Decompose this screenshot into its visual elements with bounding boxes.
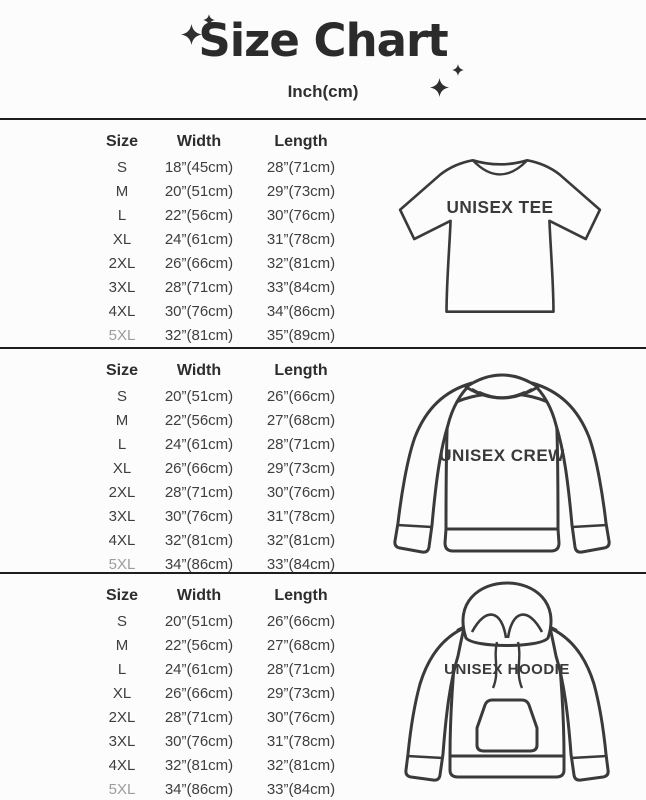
hoodie-illustration	[394, 578, 620, 794]
length-cell: 29”(73cm)	[266, 684, 336, 702]
size-cell: 5XL	[108, 555, 136, 573]
size-cell: 2XL	[108, 708, 136, 726]
size-cell: XL	[112, 459, 132, 477]
garment-label: UNISEX TEE	[446, 196, 554, 217]
width-cell: 20”(51cm)	[164, 387, 234, 405]
length-cell: 33”(84cm)	[266, 780, 336, 798]
width-cell: 28”(71cm)	[164, 278, 234, 296]
length-cell: 32”(81cm)	[266, 756, 336, 774]
width-cell: 26”(66cm)	[164, 459, 234, 477]
length-cell: 26”(66cm)	[266, 387, 336, 405]
table-row	[96, 504, 352, 528]
table-header-row	[96, 357, 352, 384]
width-cell: 32”(81cm)	[164, 531, 234, 549]
table-row	[96, 657, 352, 681]
table-row	[96, 609, 352, 633]
width-cell: 22”(56cm)	[164, 411, 234, 429]
width-cell: 24”(61cm)	[164, 660, 234, 678]
table-row	[96, 729, 352, 753]
size-cell: S	[116, 387, 127, 405]
table-row	[96, 155, 352, 179]
length-cell: 32”(81cm)	[266, 254, 336, 272]
col-header-size: Size	[105, 132, 138, 150]
col-header-size: Size	[105, 361, 138, 379]
length-cell: 28”(71cm)	[266, 158, 336, 176]
col-header-width: Width	[176, 132, 222, 150]
length-cell: 32”(81cm)	[266, 531, 336, 549]
width-cell: 20”(51cm)	[164, 182, 234, 200]
length-cell: 31”(78cm)	[266, 230, 336, 248]
length-cell: 27”(68cm)	[266, 411, 336, 429]
length-cell: 28”(71cm)	[266, 660, 336, 678]
size-cell: 4XL	[108, 531, 136, 549]
table-row	[96, 528, 352, 552]
size-cell: S	[116, 158, 127, 176]
size-cell: 4XL	[108, 302, 136, 320]
col-header-length: Length	[274, 361, 328, 379]
length-cell: 29”(73cm)	[266, 459, 336, 477]
length-cell: 30”(76cm)	[266, 708, 336, 726]
size-cell: XL	[112, 230, 132, 248]
size-cell: S	[116, 612, 127, 630]
width-cell: 20”(51cm)	[164, 612, 234, 630]
size-cell: M	[115, 411, 129, 429]
table-row	[96, 432, 352, 456]
size-cell: 4XL	[108, 756, 136, 774]
width-cell: 30”(76cm)	[164, 507, 234, 525]
size-table-crew	[96, 357, 352, 576]
width-cell: 28”(71cm)	[164, 708, 234, 726]
page-subtitle: Inch(cm)	[287, 82, 359, 101]
size-cell: 2XL	[108, 254, 136, 272]
size-cell: 2XL	[108, 483, 136, 501]
table-row	[96, 299, 352, 323]
table-row	[96, 251, 352, 275]
table-row	[96, 681, 352, 705]
size-cell: L	[117, 435, 127, 453]
table-header-row	[96, 128, 352, 155]
width-cell: 24”(61cm)	[164, 230, 234, 248]
table-row	[96, 275, 352, 299]
size-cell: L	[117, 660, 127, 678]
length-cell: 30”(76cm)	[266, 483, 336, 501]
width-cell: 24”(61cm)	[164, 435, 234, 453]
width-cell: 22”(56cm)	[164, 206, 234, 224]
length-cell: 27”(68cm)	[266, 636, 336, 654]
size-cell: M	[115, 636, 129, 654]
table-row	[96, 384, 352, 408]
crew-illustration	[382, 363, 622, 565]
width-cell: 32”(81cm)	[164, 326, 234, 344]
col-header-length: Length	[274, 586, 328, 604]
page-title: Size Chart	[198, 14, 448, 67]
size-cell: M	[115, 182, 129, 200]
length-cell: 35”(89cm)	[266, 326, 336, 344]
size-table-tee	[96, 128, 352, 347]
length-cell: 26”(66cm)	[266, 612, 336, 630]
garment-label: UNISEX HOODIE	[444, 661, 570, 678]
section-unisex-tee	[0, 118, 646, 347]
size-cell: XL	[112, 684, 132, 702]
table-row	[96, 323, 352, 347]
length-cell: 33”(84cm)	[266, 278, 336, 296]
width-cell: 26”(66cm)	[164, 254, 234, 272]
table-row	[96, 456, 352, 480]
length-cell: 28”(71cm)	[266, 435, 336, 453]
width-cell: 26”(66cm)	[164, 684, 234, 702]
table-row	[96, 408, 352, 432]
width-cell: 34”(86cm)	[164, 555, 234, 573]
table-row	[96, 777, 352, 800]
col-header-width: Width	[176, 361, 222, 379]
col-header-size: Size	[105, 586, 138, 604]
length-cell: 31”(78cm)	[266, 732, 336, 750]
width-cell: 34”(86cm)	[164, 780, 234, 798]
table-row	[96, 179, 352, 203]
width-cell: 18”(45cm)	[164, 158, 234, 176]
table-row	[96, 227, 352, 251]
table-header-row	[96, 582, 352, 609]
width-cell: 32”(81cm)	[164, 756, 234, 774]
width-cell: 28”(71cm)	[164, 483, 234, 501]
garment-label: UNISEX CREW	[439, 446, 565, 465]
size-cell: 3XL	[108, 278, 136, 296]
size-table-hoodie	[96, 582, 352, 800]
header	[0, 0, 646, 118]
tee-illustration	[388, 146, 612, 328]
length-cell: 29”(73cm)	[266, 182, 336, 200]
size-cell: 5XL	[108, 780, 136, 798]
section-unisex-crew	[0, 347, 646, 572]
length-cell: 34”(86cm)	[266, 302, 336, 320]
col-header-length: Length	[274, 132, 328, 150]
section-unisex-hoodie	[0, 572, 646, 800]
length-cell: 31”(78cm)	[266, 507, 336, 525]
table-row	[96, 753, 352, 777]
col-header-width: Width	[176, 586, 222, 604]
size-cell: L	[117, 206, 127, 224]
width-cell: 30”(76cm)	[164, 732, 234, 750]
size-cell: 3XL	[108, 507, 136, 525]
table-row	[96, 633, 352, 657]
width-cell: 30”(76cm)	[164, 302, 234, 320]
length-cell: 30”(76cm)	[266, 206, 336, 224]
size-cell: 3XL	[108, 732, 136, 750]
table-row	[96, 203, 352, 227]
table-row	[96, 480, 352, 504]
length-cell: 33”(84cm)	[266, 555, 336, 573]
width-cell: 22”(56cm)	[164, 636, 234, 654]
table-row	[96, 705, 352, 729]
size-cell: 5XL	[108, 326, 136, 344]
